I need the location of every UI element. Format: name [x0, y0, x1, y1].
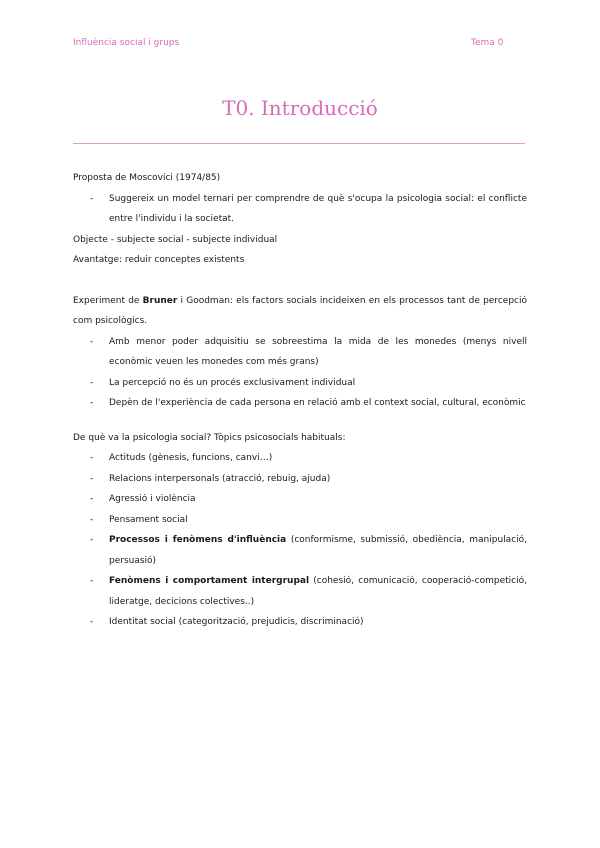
bullet-dash: - — [90, 336, 94, 347]
list-item — [73, 373, 527, 394]
list-item-text: Amb menor poder adquisitiu se sobreestima la mida de les monedes (menys nivell econòmic veuen les monedes com més grans) — [109, 336, 527, 367]
header-topic-label: Tema 0 — [471, 38, 504, 48]
bullet-dash: - — [90, 514, 94, 525]
page-title: T0. Introducció — [222, 96, 378, 120]
list-item-text: (conformisme, submissió, obediència, manipulació, persuasió) — [109, 535, 528, 566]
section3-intro: De què va la psicologia social? Tòpics psicosocials habituals: — [73, 432, 346, 443]
section2-intro — [73, 291, 527, 332]
intro-text: Experiment de — [73, 295, 143, 306]
bullet-dash: - — [90, 576, 94, 586]
list-item — [73, 530, 527, 571]
list-item-text: Relacions interpersonals (atracció, rebuig, ajuda) — [109, 473, 331, 484]
list-item — [73, 393, 527, 414]
list-item — [73, 612, 527, 633]
list-item-text: La percepció no és un procés exclusivament individual — [109, 377, 356, 388]
list-item — [73, 571, 527, 612]
list-item-bold: Processos i fenòmens d'influència — [109, 535, 287, 545]
list-item-text: Actituds (gènesis, funcions, canvi…) — [109, 453, 273, 463]
list-item-text: (cohesió, comunicació, cooperació-competició, lideratge, decicions colectives..) — [109, 576, 527, 607]
list-item-text: Agressió i violència — [109, 494, 196, 504]
list-item-text: Identitat social (categorització, prejudicis, discriminació) — [109, 617, 364, 627]
list-item — [73, 489, 527, 510]
list-item — [73, 448, 527, 469]
bullet-dash: - — [90, 494, 94, 504]
bullet-dash: - — [90, 193, 94, 204]
section1-line: Objecte - subjecte social - subjecte individual — [73, 234, 278, 245]
bullet-dash: - — [90, 617, 94, 627]
bullet-dash: - — [90, 535, 94, 545]
header-course-title: Influència social i grups — [73, 38, 180, 48]
section1-heading: Proposta de Moscovici (1974/85) — [73, 173, 221, 183]
list-item — [73, 332, 527, 373]
list-item — [73, 510, 527, 531]
section1-list — [73, 189, 527, 230]
list-item — [73, 189, 527, 230]
bullet-dash: - — [90, 377, 94, 388]
bullet-dash: - — [90, 398, 94, 408]
list-item — [73, 469, 527, 490]
section3-list — [73, 448, 527, 633]
list-item-text: Depèn de l'experiència de cada persona en relació amb el context social, cultural, econòmic — [109, 398, 526, 408]
section2-list — [73, 332, 527, 414]
bullet-dash: - — [90, 453, 94, 463]
list-item-text: Pensament social — [109, 514, 188, 525]
section1-line: Avantatge: reduir conceptes existents — [73, 255, 245, 265]
title-divider — [73, 143, 525, 144]
bullet-dash: - — [90, 473, 94, 484]
intro-text: i Goodman: els factors socials incideixen en els processos tant de percepció com psicològics. — [73, 295, 527, 326]
intro-bold: Bruner — [142, 295, 178, 306]
list-item-text: Suggereix un model ternari per comprendre de què s'ocupa la psicologia social: el conflicte entre l'individu i la societat. — [109, 193, 527, 224]
document-body — [73, 168, 527, 633]
list-item-bold: Fenòmens i comportament intergrupal — [109, 576, 310, 586]
